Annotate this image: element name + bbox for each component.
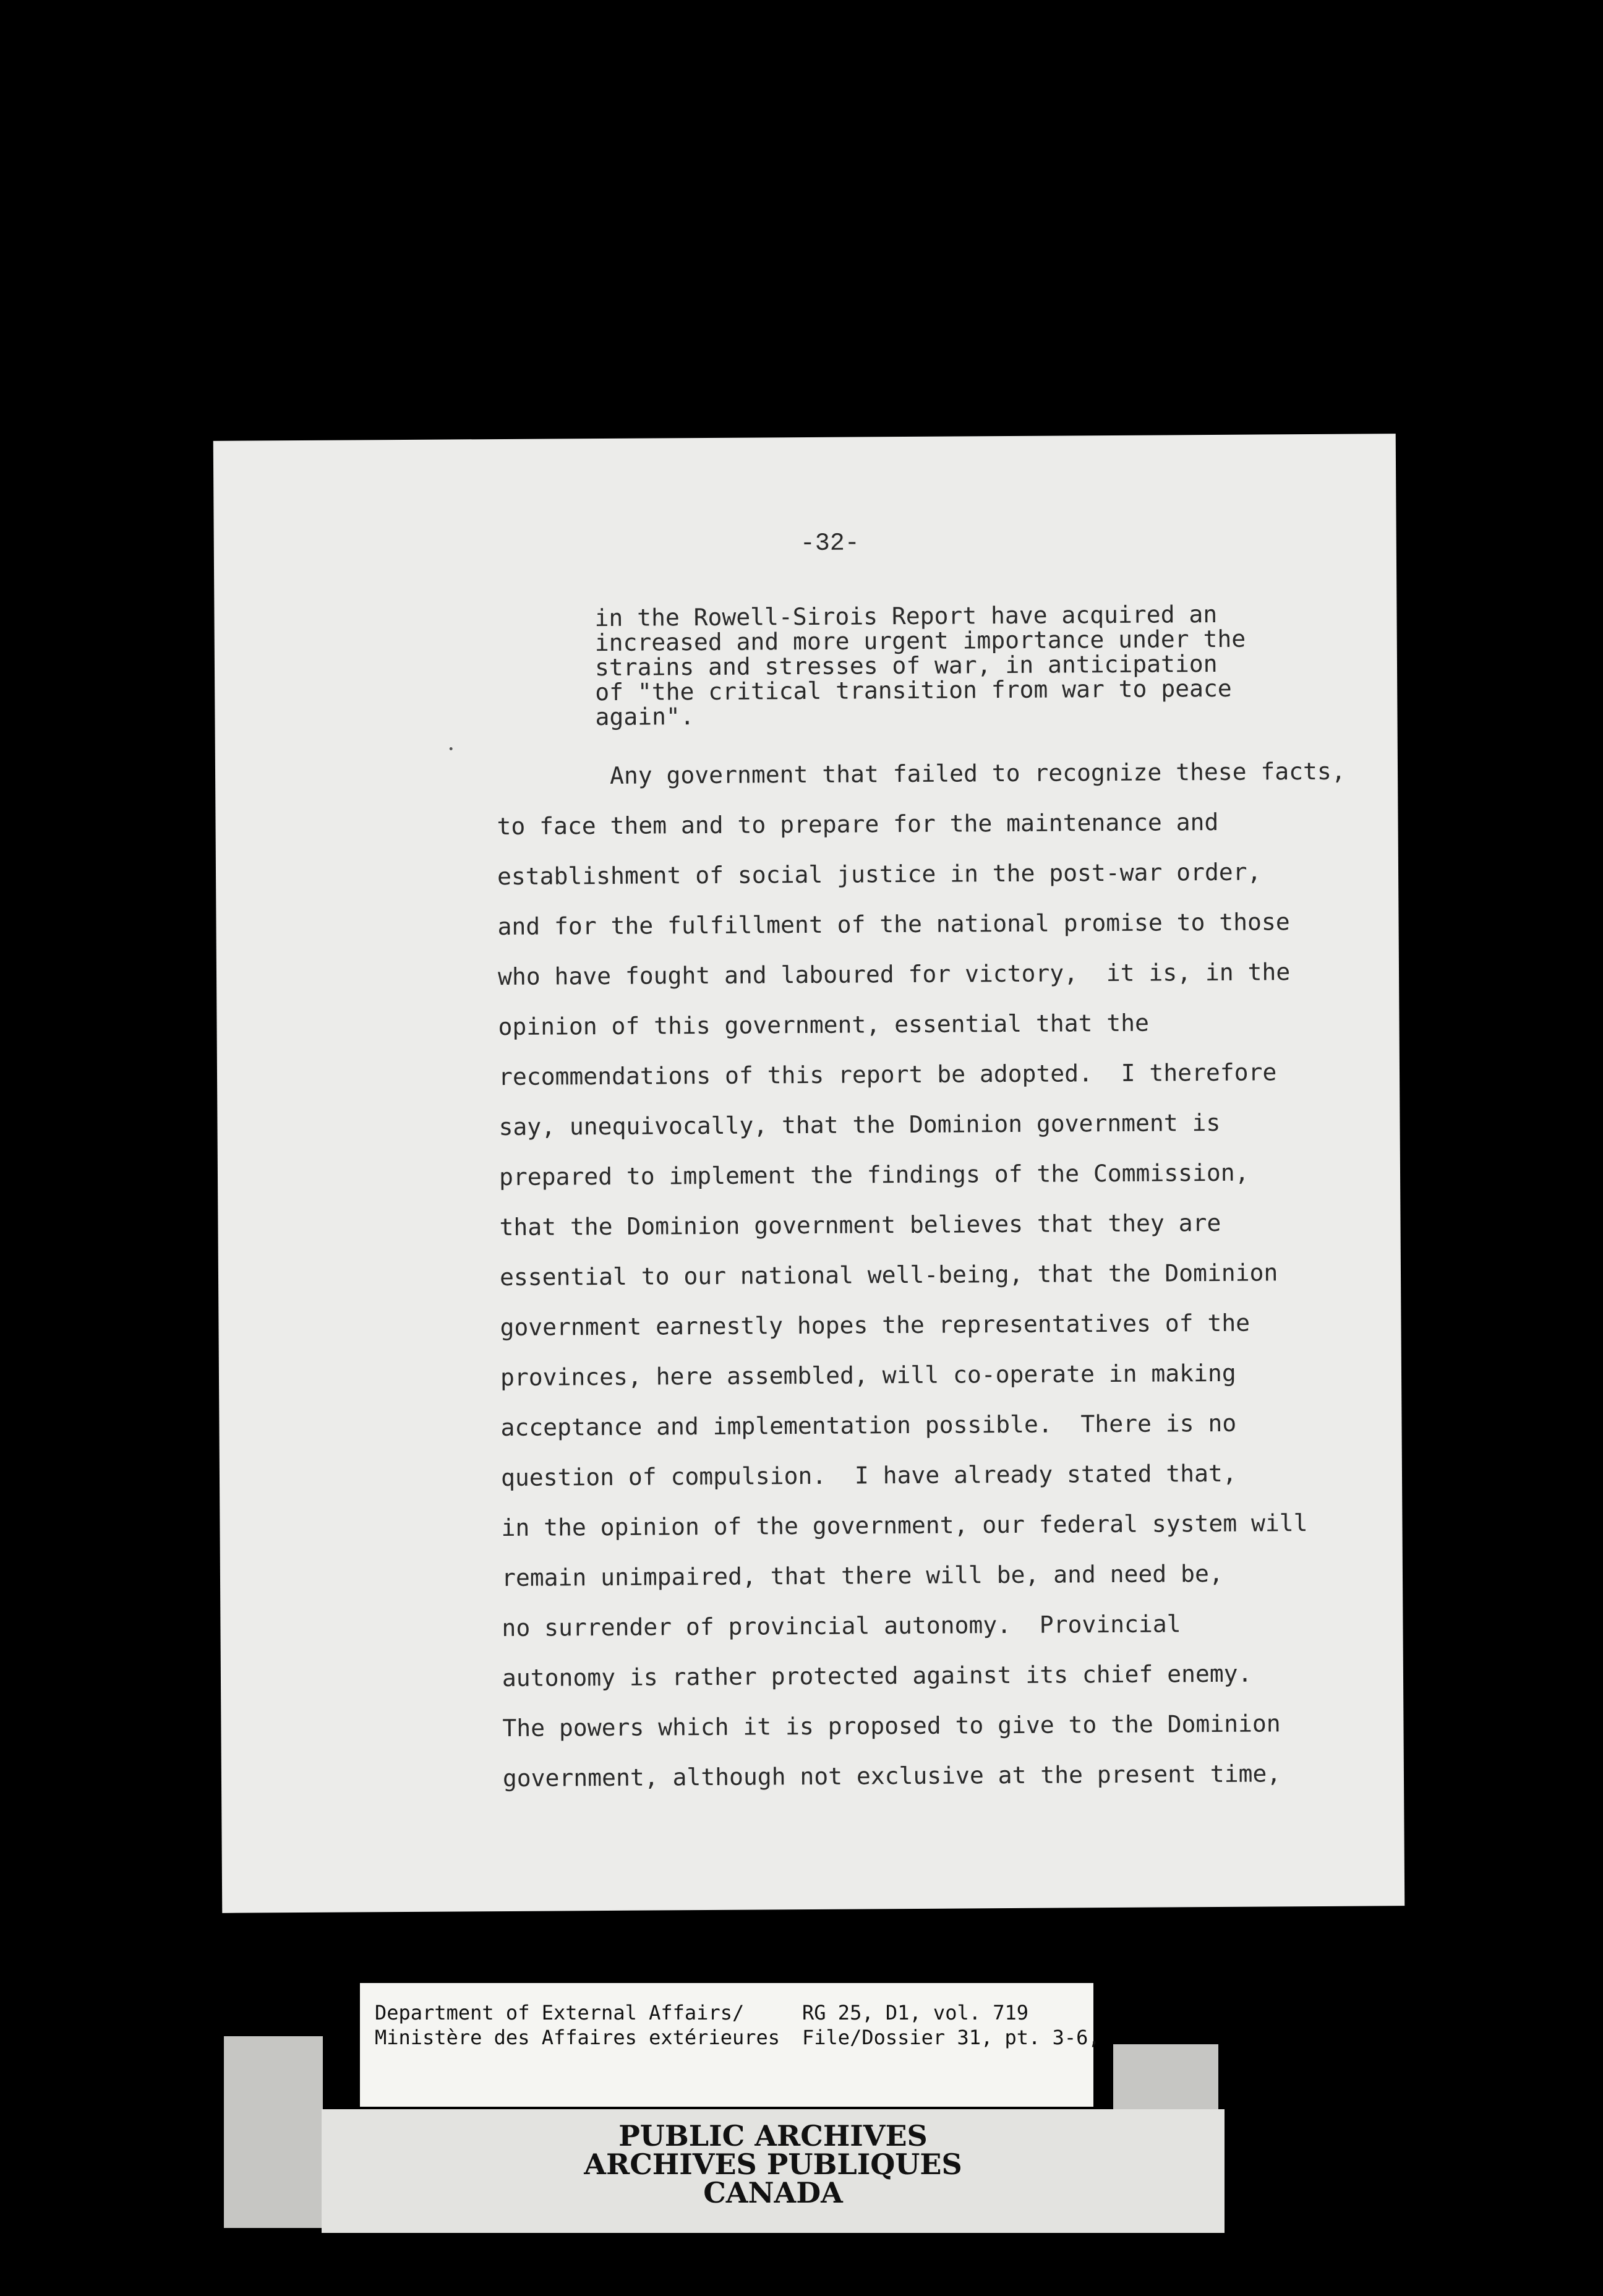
quoted-passage: in the Rowell-Sirois Report have acquired an increased and more urgent importance under the strains and stresses of war, in anticipation of "the critical transition from war to peace again". <box>594 600 1246 731</box>
archives-stamp-text: PUBLIC ARCHIVES ARCHIVES PUBLIQUES CANADA <box>584 2119 962 2209</box>
page-number: -32- <box>800 529 860 559</box>
archives-stamp <box>322 2109 1225 2233</box>
department-label: Department of External Affairs/ Ministère des Affaires extérieures <box>375 2001 780 2049</box>
file-reference: RG 25, D1, vol. 719 File/Dossier 31, pt. 3-6, <box>802 2001 1100 2049</box>
archive-reference-card <box>360 1983 1100 2107</box>
body-paragraph: Any government that failed to recognize these facts, to face them and to prepare for the maintenance and establishment of social justice in the post-war order, and for the fulfillment of the national promise to those who have fought and laboured for victory, it is, in the opinion of this government, essential that the recommendations of this report be adopted. I therefore say, unequivocally, that the Dominion government is prepared to implement the findings of the Commission, that the Dominion government believes that they are essential to our national well-being, that the Dominion government earnestly hopes the representatives of the provinces, here assembled, will co-operate in making acceptance and implementation possible. There is no question of compulsion. I have already stated that, in the opinion of the government, our federal system will remain unimpaired, that there will be, and need be, no surrender of provincial autonomy. Provincial autonomy is rather protected against its chief enemy. The powers which it is proposed to give to the Dominion government, although not exclusive at the present time, <box>496 757 1346 1793</box>
left-mount-block <box>224 2036 323 2228</box>
document-page <box>213 434 1405 1913</box>
margin-dot: • <box>447 743 455 756</box>
